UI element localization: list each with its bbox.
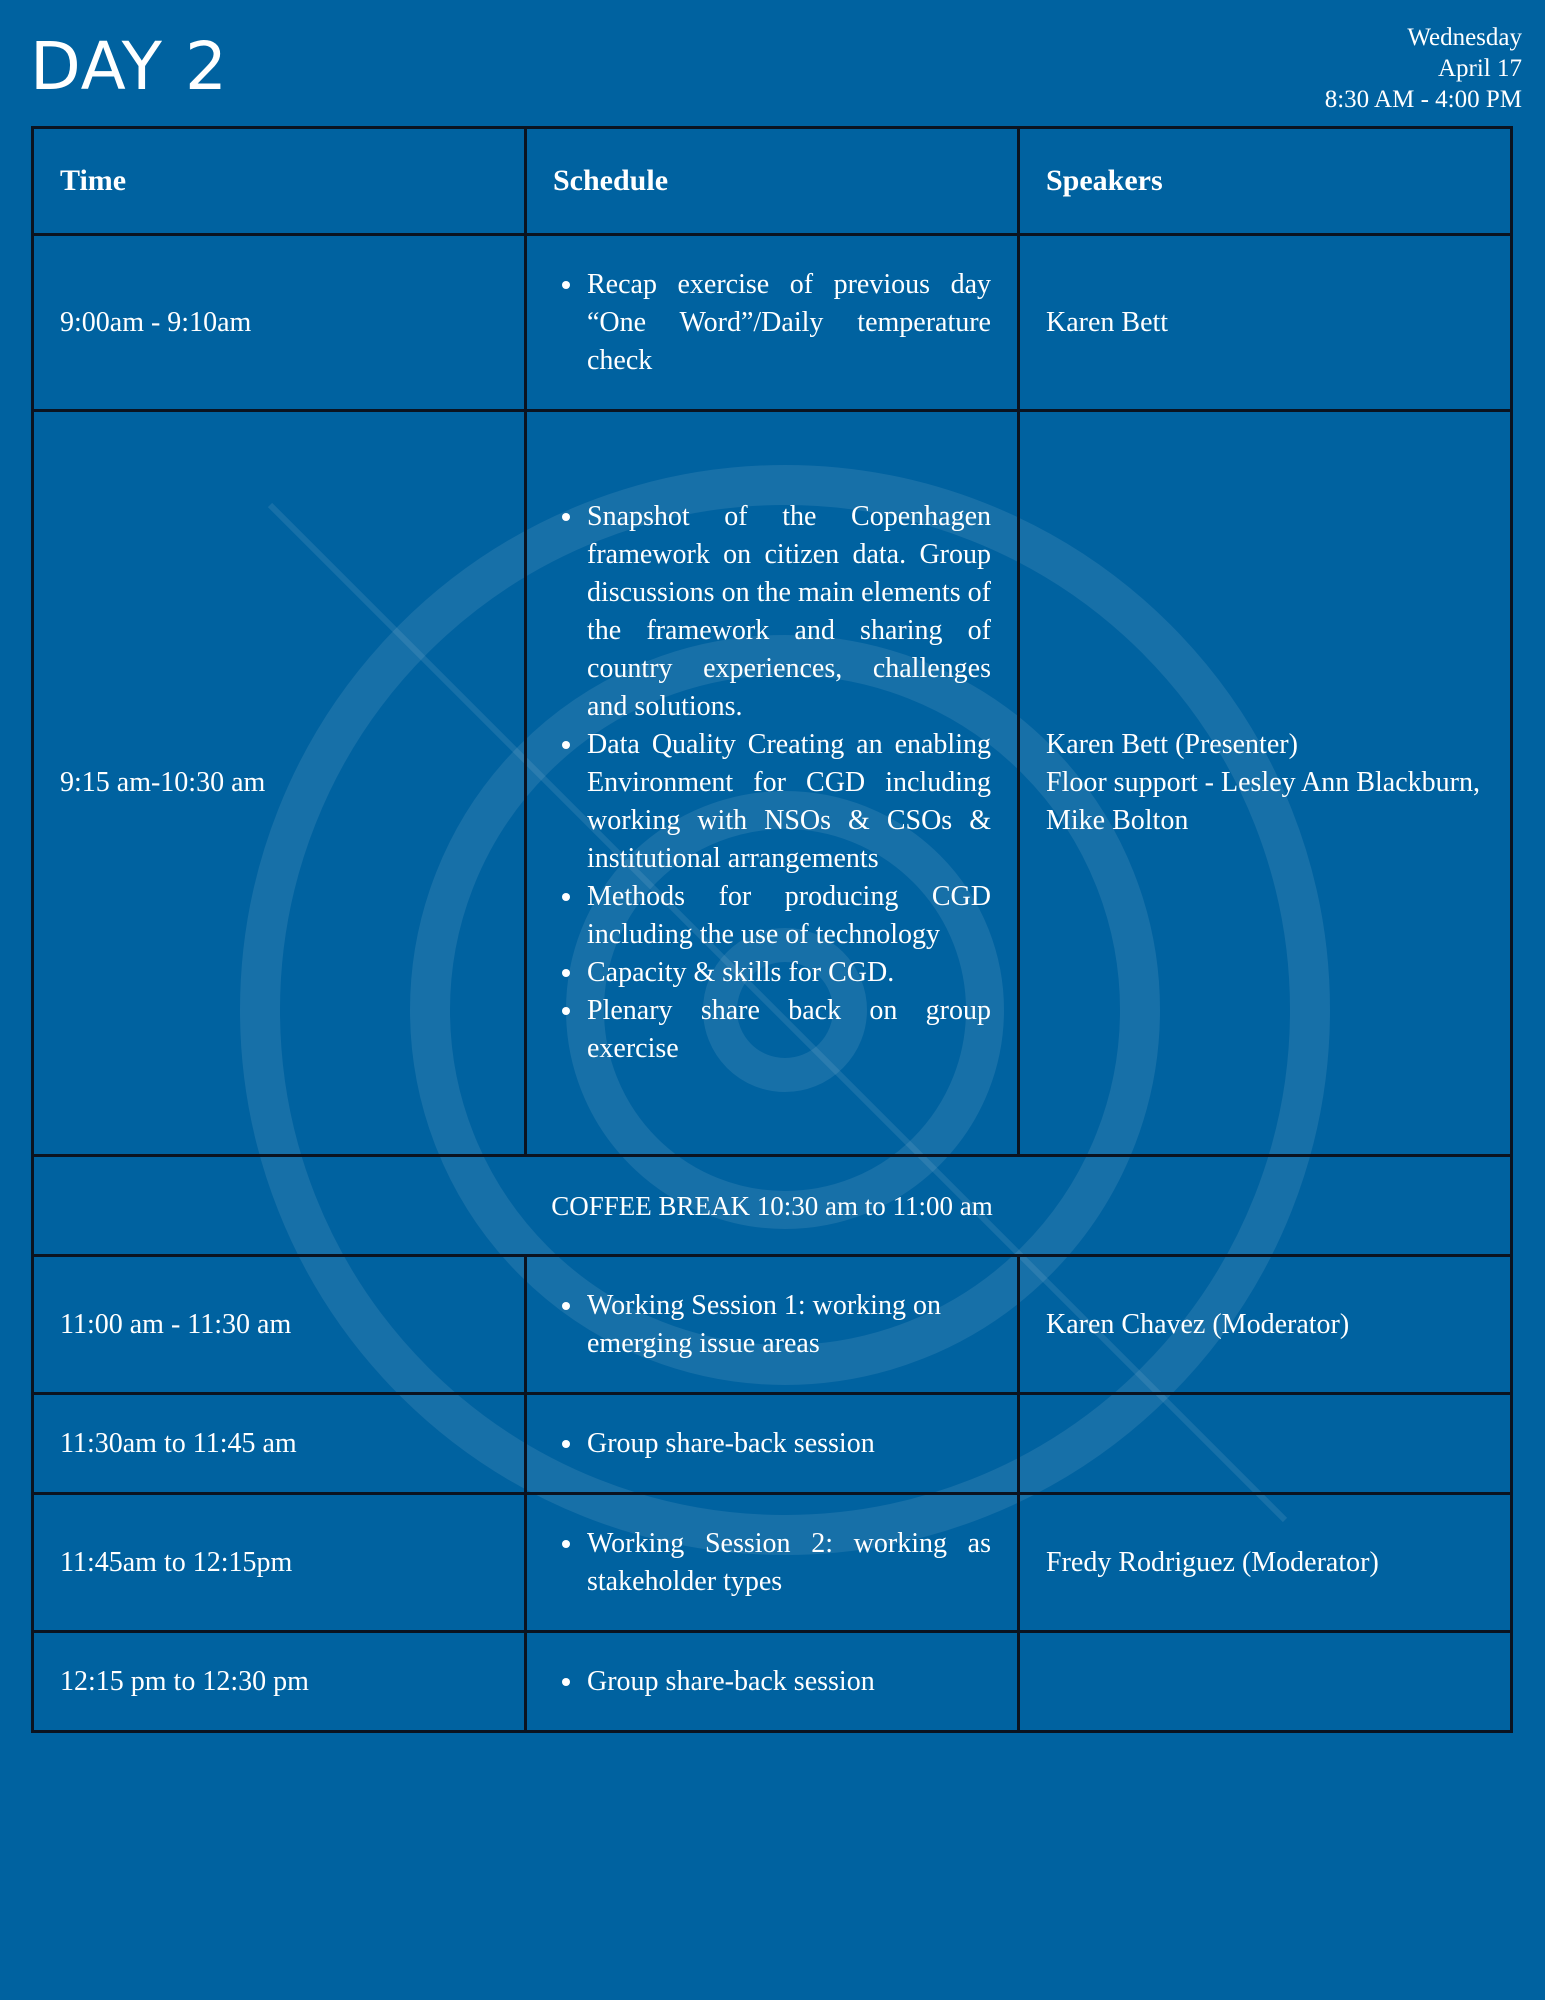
speakers-cell xyxy=(1019,1256,1512,1394)
coffee-break-text: COFFEE BREAK 10:30 am to 11:00 am xyxy=(33,1156,1512,1256)
hours-text: 8:30 AM - 4:00 PM xyxy=(1324,86,1522,113)
time-cell: 11:45am to 12:15pm xyxy=(33,1494,526,1632)
table-row xyxy=(33,1632,1512,1732)
table-row xyxy=(33,411,1512,1156)
schedule-table xyxy=(31,126,1513,1733)
time-cell: 12:15 pm to 12:30 pm xyxy=(33,1632,526,1732)
speaker-name: Fredy Rodriguez (Moderator) xyxy=(1046,1546,1379,1578)
speaker-name: Karen Bett xyxy=(1046,306,1169,338)
schedule-item: • Plenary share back on group exercise xyxy=(585,992,991,1068)
schedule-cell xyxy=(526,1394,1019,1494)
event-date-block xyxy=(1325,22,1522,115)
time-cell: 11:00 am - 11:30 am xyxy=(33,1256,526,1394)
speakers-cell xyxy=(1019,1632,1512,1732)
column-header-speakers: Speakers xyxy=(1019,128,1512,235)
schedule-cell xyxy=(526,411,1019,1156)
table-header-row xyxy=(33,128,1512,235)
speakers-cell xyxy=(1019,411,1512,1156)
table-row xyxy=(33,1394,1512,1494)
page-title: DAY 2 xyxy=(30,28,228,105)
speakers-cell xyxy=(1019,1394,1512,1494)
schedule-cell xyxy=(526,235,1019,411)
time-cell: 9:15 am-10:30 am xyxy=(33,411,526,1156)
speaker-name: Floor support - Lesley Ann Blackburn, Mike Bolton xyxy=(1046,767,1480,836)
table-row xyxy=(33,235,1512,411)
schedule-item: • Data Quality Creating an enabling Environment for CGD including working with NSOs & CSOs & institutional arrangements xyxy=(585,726,991,878)
schedule-item: • Working Session 2: working as stakeholder types xyxy=(585,1525,991,1601)
schedule-item: • Group share-back session xyxy=(585,1663,991,1701)
weekday-text: Wednesday xyxy=(1407,24,1522,51)
schedule-item: • Capacity & skills for CGD. xyxy=(585,954,991,992)
time-cell: 11:30am to 11:45 am xyxy=(33,1394,526,1494)
speakers-cell xyxy=(1019,1494,1512,1632)
schedule-cell xyxy=(526,1256,1019,1394)
date-text: April 17 xyxy=(1437,55,1522,82)
time-cell: 9:00am - 9:10am xyxy=(33,235,526,411)
column-header-time: Time xyxy=(33,128,526,235)
speaker-name: Karen Bett (Presenter) xyxy=(1046,729,1298,760)
coffee-break-row xyxy=(33,1156,1512,1256)
schedule-item: • Methods for producing CGD including the use of technology xyxy=(585,878,991,954)
column-header-schedule: Schedule xyxy=(526,128,1019,235)
table-row xyxy=(33,1494,1512,1632)
schedule-item: • Snapshot of the Copenhagen framework on citizen data. Group discussions on the main elements of the framework and sharing of country experiences, challenges and solutions. xyxy=(585,498,991,726)
schedule-cell xyxy=(526,1494,1019,1632)
schedule-item: • Group share-back session xyxy=(585,1425,991,1463)
speakers-cell xyxy=(1019,235,1512,411)
speaker-name: Karen Chavez (Moderator) xyxy=(1046,1308,1350,1340)
table-row xyxy=(33,1256,1512,1394)
schedule-item: • Working Session 1: working on emerging issue areas xyxy=(585,1287,991,1363)
schedule-cell xyxy=(526,1632,1019,1732)
schedule-item: • Recap exercise of previous day “One Word”/Daily temperature check xyxy=(585,266,991,380)
